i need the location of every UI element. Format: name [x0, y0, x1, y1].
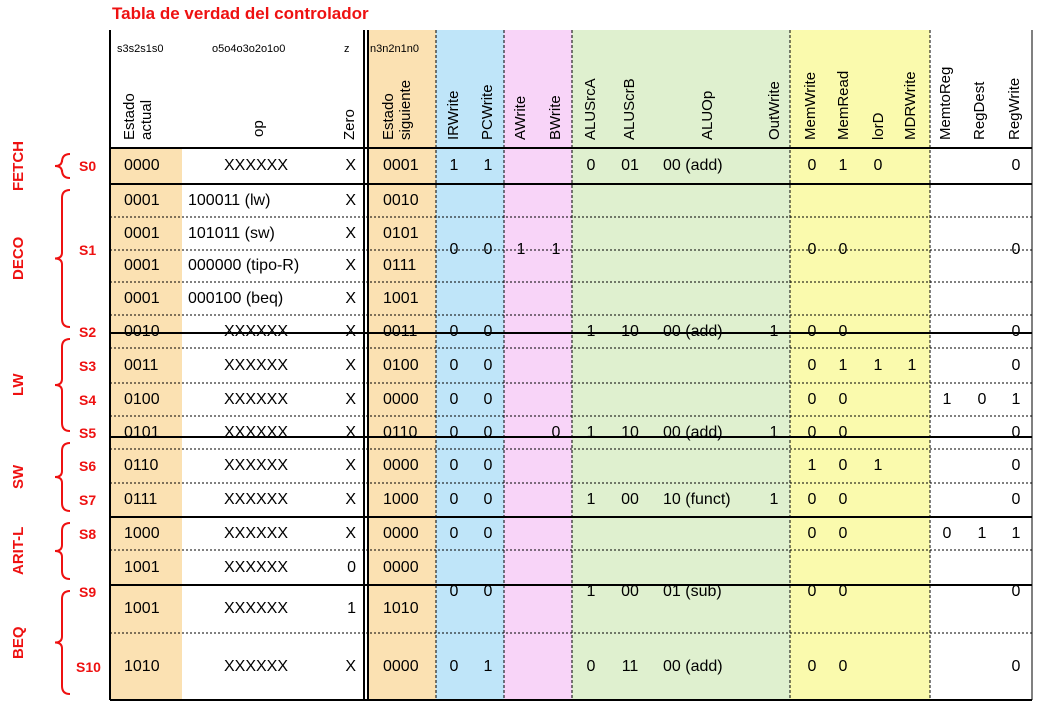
current-state-cell: 0110 [124, 457, 159, 474]
zero-cell: X [345, 157, 356, 174]
zero-cell: X [345, 657, 356, 675]
current-state-cell: 0100 [124, 390, 160, 408]
signal-alusrca: 0 [586, 157, 596, 174]
signal-memread: 0 [838, 423, 848, 441]
signal-lord: 1 [873, 356, 883, 374]
zero-cell: 0 [347, 558, 356, 576]
next-state-cell: 1000 [383, 491, 419, 508]
signal-outwrite: 1 [769, 322, 779, 340]
header-sub-next: n3n2n1n0 [370, 43, 419, 55]
signal-irwrite: 0 [449, 657, 459, 675]
next-state-cell: 0110 [383, 423, 418, 441]
next-state-cell: 0100 [383, 356, 419, 374]
opcode-cell: XXXXXX [223, 558, 289, 576]
state-label: S4 [79, 391, 97, 408]
opcode-cell: 000100 (beq) [188, 289, 284, 307]
signal-memwrite: 0 [807, 491, 817, 508]
state-label: S9 [79, 583, 97, 600]
current-state-cell: 0010 [124, 322, 160, 340]
current-state-cell: 1001 [124, 600, 160, 617]
group-brace [55, 339, 70, 431]
signal-alusrca: 1 [586, 491, 596, 508]
opcode-cell: XXXXXX [223, 423, 289, 441]
opcode-cell: 000000 (tipo-R) [188, 257, 300, 274]
signal-memwrite: 0 [807, 157, 817, 174]
state-label: S8 [79, 525, 97, 542]
next-state-cell: 0001 [383, 157, 419, 174]
group-label: BEQ [10, 626, 27, 659]
header-regwrite: RegWrite [1006, 77, 1023, 140]
opcode-cell: 100011 (lw) [188, 191, 271, 209]
opcode-cell: XXXXXX [223, 491, 289, 508]
header-awrite: AWrite [512, 95, 529, 140]
signal-mdrwrite: 1 [907, 356, 917, 374]
signal-aluop: 00 (add) [663, 157, 723, 174]
next-state-cell: 0000 [383, 524, 419, 542]
state-label: S1 [79, 241, 97, 258]
signal-memwrite: 0 [807, 423, 817, 441]
signal-lord: 1 [873, 457, 883, 474]
signal-aluscrb: 11 [621, 657, 639, 675]
header-aluscrb: ALUScrB [621, 78, 638, 140]
signal-awrite: 1 [516, 240, 526, 258]
next-state-cell: 0000 [383, 657, 419, 675]
current-state-cell: 0001 [124, 257, 160, 274]
header-pcwrite: PCWrite [479, 84, 496, 140]
signal-alusrca: 0 [586, 657, 596, 675]
signal-aluscrb: 10 [621, 423, 639, 441]
signal-memread: 1 [838, 356, 848, 374]
signal-pcwrite: 0 [483, 524, 493, 542]
next-state-cell: 1010 [383, 600, 419, 617]
signal-memwrite: 0 [807, 390, 817, 408]
header-op: op [250, 120, 267, 137]
group-brace [55, 154, 70, 178]
signal-irwrite: 0 [449, 491, 459, 508]
signal-memwrite: 0 [807, 240, 817, 258]
signal-regdest: 0 [977, 390, 987, 408]
signal-pcwrite: 0 [483, 356, 493, 374]
signal-regwrite: 0 [1011, 423, 1021, 441]
zero-cell: X [345, 191, 356, 209]
signal-aluscrb: 00 [621, 491, 639, 508]
header-estado-siguiente: Estado [380, 93, 397, 140]
signal-memread: 0 [838, 524, 848, 542]
signal-aluscrb: 10 [621, 322, 639, 340]
current-state-cell: 0001 [124, 224, 160, 242]
current-state-cell: 1000 [124, 524, 160, 542]
next-state-cell: 0101 [383, 224, 419, 242]
opcode-cell: XXXXXX [223, 390, 289, 408]
zero-cell: X [345, 457, 356, 474]
opcode-cell: XXXXXX [223, 157, 289, 174]
signal-aluop: 00 (add) [663, 322, 723, 340]
zero-cell: X [345, 224, 356, 242]
group-label: ARIT-L [10, 526, 27, 576]
signal-irwrite: 0 [449, 582, 459, 600]
signal-irwrite: 0 [449, 356, 459, 374]
signal-bwrite: 1 [551, 240, 561, 258]
signal-pcwrite: 0 [483, 582, 493, 600]
signal-regwrite: 0 [1011, 491, 1021, 508]
state-label: S10 [76, 658, 101, 675]
signal-memread: 0 [838, 582, 848, 600]
state-label: S5 [79, 424, 97, 441]
header-regdest: RegDest [971, 81, 988, 140]
header-sub-op: o5o4o3o2o1o0 [212, 43, 286, 55]
current-state-cell: 0111 [124, 491, 158, 508]
signal-irwrite: 0 [449, 423, 459, 441]
signal-memwrite: 0 [807, 356, 817, 374]
table-title: Tabla de verdad del controlador [112, 4, 369, 23]
signal-aluop: 00 (add) [663, 657, 723, 675]
current-state-cell: 0101 [124, 423, 160, 441]
header-alusrca: ALUSrcA [582, 78, 599, 140]
group-label: LW [10, 373, 27, 397]
state-label: S2 [79, 323, 97, 340]
signal-regwrite: 0 [1011, 322, 1021, 340]
current-state-cell: 1001 [124, 558, 160, 576]
signal-regwrite: 0 [1011, 457, 1021, 474]
opcode-cell: XXXXXX [223, 524, 289, 542]
signal-regdest: 1 [977, 524, 987, 542]
header-sub-state: s3s2s1s0 [117, 43, 164, 55]
signal-memwrite: 0 [807, 582, 817, 600]
signal-aluop: 10 (funct) [663, 491, 731, 508]
current-state-cell: 1010 [124, 657, 160, 675]
signal-pcwrite: 1 [483, 157, 493, 174]
group-brace [55, 591, 70, 694]
signal-outwrite: 1 [769, 423, 779, 441]
next-state-cell: 0010 [383, 191, 419, 209]
state-label: S3 [79, 357, 97, 374]
state-label: S6 [79, 458, 97, 474]
signal-memwrite: 0 [807, 657, 817, 675]
opcode-cell: XXXXXX [223, 356, 289, 374]
signal-aluop: 00 (add) [663, 423, 723, 441]
header-memwrite: MemWrite [802, 71, 819, 140]
signal-aluop: 01 (sub) [663, 582, 722, 600]
header-estado-actual: actual [138, 99, 155, 140]
current-state-cell: 0001 [124, 191, 160, 209]
signal-memread: 1 [838, 157, 848, 174]
signal-regwrite: 0 [1011, 157, 1021, 174]
signal-bwrite: 0 [551, 423, 561, 441]
signal-memread: 0 [838, 657, 848, 675]
group-brace [55, 523, 70, 579]
next-state-cell: 0000 [383, 457, 419, 474]
signal-irwrite: 0 [449, 457, 459, 474]
next-state-cell: 1001 [383, 289, 419, 307]
current-state-cell: 0001 [124, 289, 160, 307]
signal-aluscrb: 00 [621, 582, 639, 600]
zero-cell: X [345, 356, 356, 374]
signal-regwrite: 0 [1011, 356, 1021, 374]
header-memread: MemRead [835, 70, 852, 140]
group-label: DECO [10, 236, 27, 281]
zero-cell: X [345, 289, 356, 307]
state-label: S0 [79, 158, 97, 174]
header-memtoreg: MemtoReg [937, 66, 954, 140]
current-state-cell: 0000 [124, 157, 160, 174]
header-lord: lorD [870, 112, 887, 140]
zero-cell: X [345, 491, 356, 508]
signal-irwrite: 1 [449, 157, 459, 174]
state-label: S7 [79, 492, 97, 508]
header-bwrite: BWrite [547, 95, 564, 140]
signal-pcwrite: 0 [483, 390, 493, 408]
signal-pcwrite: 0 [483, 322, 493, 340]
opcode-cell: XXXXXX [223, 322, 289, 340]
signal-memwrite: 0 [807, 322, 817, 340]
color-band [572, 30, 790, 700]
signal-memtoreg: 0 [942, 524, 952, 542]
header-aluop: ALUOp [699, 90, 716, 140]
header-sub-z: z [344, 43, 350, 55]
zero-cell: X [345, 390, 356, 408]
signal-pcwrite: 0 [483, 423, 493, 441]
signal-pcwrite: 0 [483, 457, 493, 474]
header-outwrite: OutWrite [766, 81, 783, 140]
header-irwrite: IRWrite [445, 90, 462, 140]
zero-cell: X [345, 322, 356, 340]
current-state-cell: 0011 [124, 356, 159, 374]
signal-pcwrite: 1 [483, 657, 493, 675]
header-estado-actual: Estado [121, 93, 138, 140]
signal-irwrite: 0 [449, 390, 459, 408]
signal-memread: 0 [838, 491, 848, 508]
signal-memread: 0 [838, 240, 848, 258]
signal-memread: 0 [838, 457, 848, 474]
group-brace [55, 190, 70, 327]
header-zero: Zero [341, 109, 358, 140]
zero-cell: X [345, 257, 356, 274]
opcode-cell: XXXXXX [223, 600, 289, 617]
signal-memread: 0 [838, 322, 848, 340]
signal-alusrca: 1 [586, 423, 596, 441]
next-state-cell: 0000 [383, 558, 419, 576]
opcode-cell: XXXXXX [223, 657, 289, 675]
signal-memread: 0 [838, 390, 848, 408]
signal-regwrite: 0 [1011, 240, 1021, 258]
signal-regwrite: 0 [1011, 657, 1021, 675]
signal-aluscrb: 01 [621, 157, 639, 174]
group-label: FETCH [10, 141, 27, 191]
next-state-cell: 0000 [383, 390, 419, 408]
signal-regwrite: 0 [1011, 582, 1021, 600]
signal-memwrite: 0 [807, 524, 817, 542]
signal-regwrite: 1 [1011, 524, 1021, 542]
signal-pcwrite: 0 [483, 491, 493, 508]
group-brace [55, 443, 70, 511]
next-state-cell: 0011 [383, 322, 418, 340]
zero-cell: X [345, 524, 356, 542]
zero-cell: X [345, 423, 356, 441]
signal-pcwrite: 0 [483, 240, 493, 258]
signal-irwrite: 0 [449, 240, 459, 258]
group-label: SW [10, 464, 27, 490]
header-estado-siguiente: siguiente [397, 79, 414, 140]
next-state-cell: 0111 [383, 257, 417, 274]
signal-alusrca: 1 [586, 582, 596, 600]
signal-irwrite: 0 [449, 524, 459, 542]
header-mdrwrite: MDRWrite [902, 71, 919, 140]
signal-memwrite: 1 [807, 457, 817, 474]
signal-memtoreg: 1 [942, 390, 952, 408]
opcode-cell: XXXXXX [223, 457, 289, 474]
opcode-cell: 101011 (sw) [188, 224, 275, 242]
signal-lord: 0 [873, 157, 883, 174]
signal-outwrite: 1 [769, 491, 779, 508]
signal-irwrite: 0 [449, 322, 459, 340]
signal-alusrca: 1 [586, 322, 596, 340]
zero-cell: 1 [347, 600, 356, 617]
signal-regwrite: 1 [1011, 390, 1021, 408]
